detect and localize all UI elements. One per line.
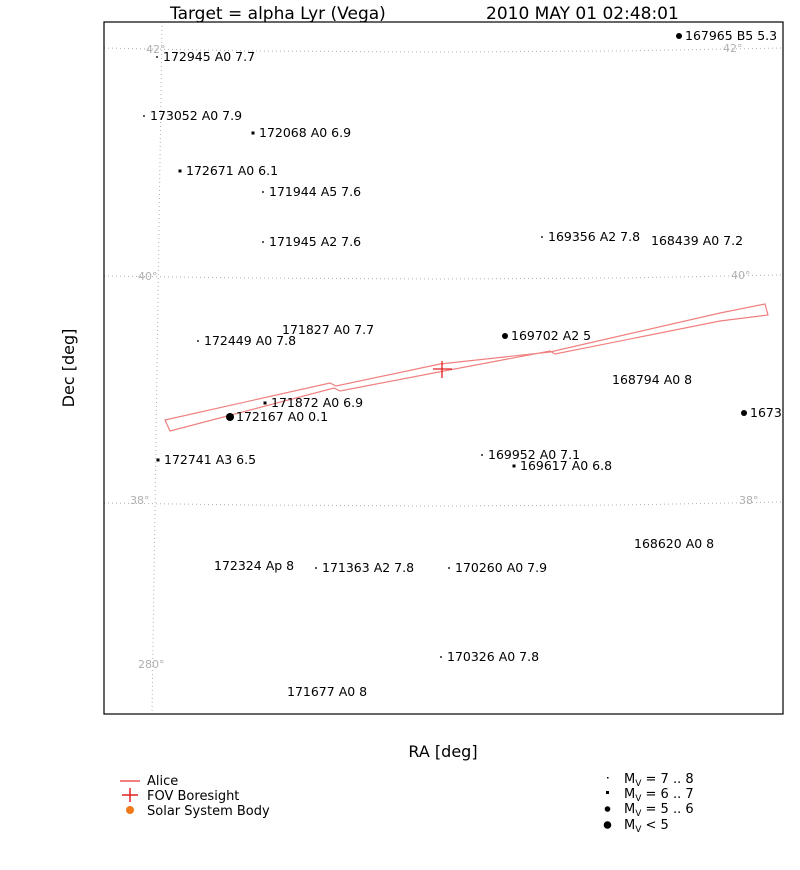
chart-timestamp: 2010 MAY 01 02:48:01: [486, 4, 679, 24]
legend-boresight-swatch: [122, 788, 138, 802]
star-label-167965-b5-5-3: 167965 B5 5.3: [685, 28, 778, 43]
star-label-168439-a0-7-2: 168439 A0 7.2: [651, 233, 744, 248]
y-axis-title: Dec [deg]: [59, 328, 78, 408]
grid-label-dec-40-right: 40°: [731, 269, 751, 282]
legend-mag-6-7-label: $M_V = 6$ .. 7: [624, 787, 694, 804]
star-marker-172671-a0-6-1: [179, 170, 182, 173]
star-label-171944-a5-7-6: 171944 A5 7.6: [269, 184, 362, 199]
legend-solar-system-body-swatch: [126, 806, 134, 814]
legend-mag-6-7-swatch: [606, 791, 609, 794]
star-marker-1673: [741, 410, 747, 416]
star-label-172741-a3-6-5: 172741 A3 6.5: [164, 452, 257, 467]
star-marker-173052-a0-7-9: [143, 115, 145, 117]
plot-area: [104, 22, 783, 714]
grid-label-dec-38-left: 38°: [130, 494, 150, 507]
star-marker-171944-a5-7-6: [262, 191, 264, 193]
star-marker-172167-a0-0-1: [226, 413, 234, 421]
star-marker-171363-a2-7-8: [315, 567, 317, 569]
star-label-171872-a0-6-9: 171872 A0 6.9: [271, 395, 364, 410]
star-label-173052-a0-7-9: 173052 A0 7.9: [150, 108, 243, 123]
grid: [104, 22, 783, 714]
grid-label-ra-280: 280°: [138, 658, 165, 671]
grid-line-ra-280: [152, 22, 162, 714]
star-label-171945-a2-7-6: 171945 A2 7.6: [269, 234, 362, 249]
star-marker-170260-a0-7-9: [448, 567, 450, 569]
star-marker-167965-b5-5-3: [676, 33, 682, 39]
grid-line-dec-38: [104, 502, 783, 506]
star-marker-169702-a2-5: [502, 333, 508, 339]
star-label-171363-a2-7-8: 171363 A2 7.8: [322, 560, 415, 575]
legend-mag-lt5-label: $M_V < 5$: [624, 818, 669, 835]
chart-title: Target = alpha Lyr (Vega): [170, 4, 386, 24]
grid-line-dec-40: [104, 275, 783, 279]
legend-mag-5-6-swatch: [605, 806, 611, 812]
star-label-170326-a0-7-8: 170326 A0 7.8: [447, 649, 540, 664]
star-label-1673: 1673: [750, 405, 782, 420]
star-marker-172449-a0-7-8: [197, 340, 199, 342]
x-axis-title: RA [deg]: [408, 742, 478, 761]
legend-solar-system-body-label: Solar System Body: [147, 804, 270, 819]
star-marker-171945-a2-7-6: [262, 241, 264, 243]
star-label-170260-a0-7-9: 170260 A0 7.9: [455, 560, 548, 575]
legend-mag-lt5-swatch: [604, 821, 612, 829]
star-marker-169356-a2-7-8: [541, 236, 543, 238]
star-label-172068-a0-6-9: 172068 A0 6.9: [259, 125, 352, 140]
star-label-171677-a0-8: 171677 A0 8: [287, 684, 368, 699]
star-label-169617-a0-6-8: 169617 A0 6.8: [520, 458, 613, 473]
legend-boresight-label: FOV Boresight: [147, 789, 240, 804]
grid-label-dec-40-left: 40°: [138, 270, 158, 283]
grid-label-dec-42-right: 42°: [723, 42, 743, 55]
star-label-171827-a0-7-7: 171827 A0 7.7: [282, 322, 375, 337]
grid-label-dec-42-left: 42°: [146, 43, 166, 56]
star-marker-172068-a0-6-9: [252, 132, 255, 135]
star-marker-170326-a0-7-8: [440, 656, 442, 658]
grid-label-dec-38-right: 38°: [739, 494, 759, 507]
star-marker-169952-a0-7-1: [481, 454, 483, 456]
star-marker-169617-a0-6-8: [513, 465, 516, 468]
star-marker-171872-a0-6-9: [264, 402, 267, 405]
legend-mag-7-8-swatch: [607, 777, 609, 779]
legend-mag-5-6-label: $M_V = 5$ .. 6: [624, 802, 694, 819]
star-label-172167-a0-0-1: 172167 A0 0.1: [236, 409, 329, 424]
star-label-169356-a2-7-8: 169356 A2 7.8: [548, 229, 641, 244]
star-label-172671-a0-6-1: 172671 A0 6.1: [186, 163, 279, 178]
star-label-168620-a0-8: 168620 A0 8: [634, 536, 715, 551]
star-label-168794-a0-8: 168794 A0 8: [612, 372, 693, 387]
legend-alice-label: Alice: [147, 774, 179, 789]
star-layer: [143, 28, 782, 699]
plot-frame: [104, 22, 783, 714]
star-marker-172945-a0-7-7: [156, 56, 158, 58]
star-label-172324-ap-8: 172324 Ap 8: [214, 558, 295, 573]
legend-mag-7-8-label: $M_V = 7$ .. 8: [624, 772, 694, 789]
star-label-172945-a0-7-7: 172945 A0 7.7: [163, 49, 256, 64]
star-label-172449-a0-7-8: 172449 A0 7.8: [204, 333, 297, 348]
star-marker-172741-a3-6-5: [157, 459, 160, 462]
star-label-169952-a0-7-1: 169952 A0 7.1: [488, 447, 581, 462]
legend: [120, 772, 694, 835]
star-label-169702-a2-5: 169702 A2 5: [511, 328, 592, 343]
